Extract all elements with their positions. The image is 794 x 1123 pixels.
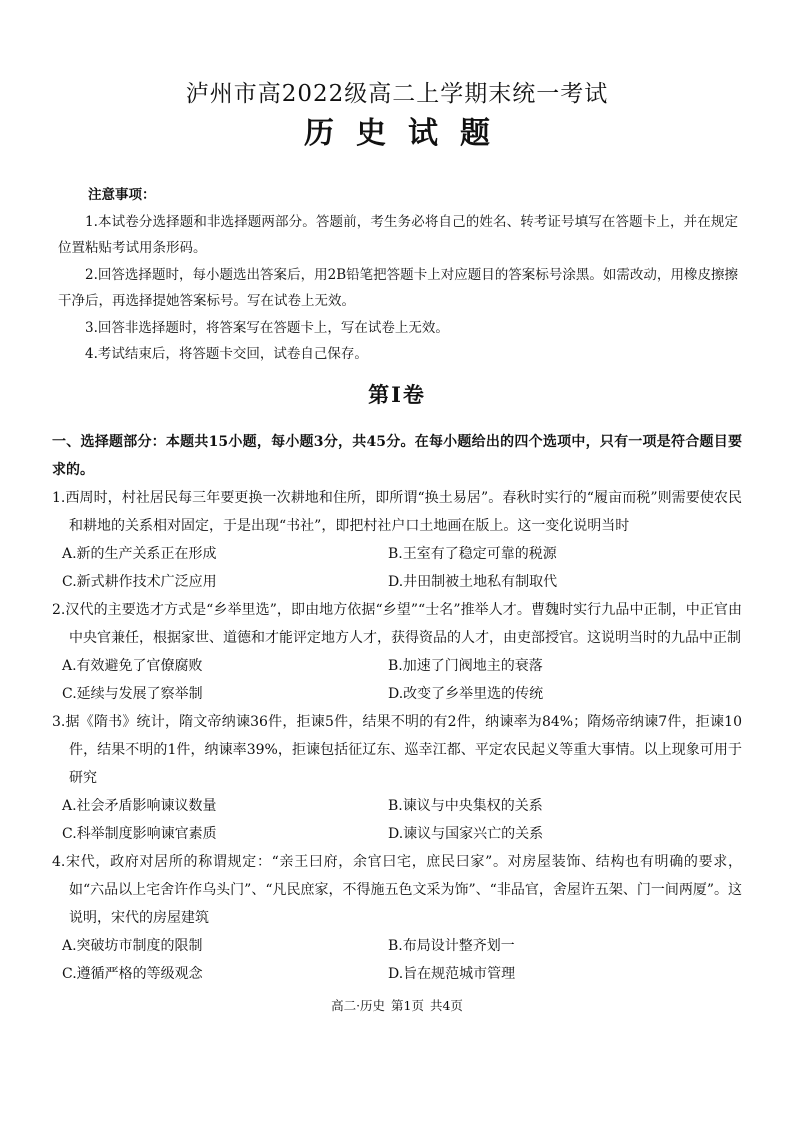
volume-title: 第Ⅰ卷 (368, 382, 426, 407)
option-d: D.谏议与国家兴亡的关系 (388, 826, 544, 842)
notice-item: 4.考试结束后，将答题卡交回，试卷自己保存。 (85, 346, 368, 362)
notice-item: 3.回答非选择题时，将答案写在答题卡上，写在试卷上无效。 (85, 319, 449, 336)
option-a: A.社会矛盾影响谏议数量 (62, 798, 217, 814)
option-c: C.遵循严格的等级观念 (62, 966, 203, 982)
question-2 (52, 596, 742, 708)
footer-page: 第1页 (391, 998, 424, 1013)
question-stem: 2.汉代的主要选才方式是“乡举里选”，即由地方依据“乡望”“士名”推举人才。曹魏时实行九品中正制，中正官由中央官兼任，根据家世、道德和才能评定地方人才，获得资品的人才，由吏部授官。这说明当时的九品中正制 (52, 602, 742, 646)
option-a: A.有效避免了官僚腐败 (62, 658, 203, 674)
footer-total: 共4页 (429, 998, 463, 1013)
exam-title: 泸州市高2022级高二上学期末统一考试 (185, 81, 609, 107)
question-1 (52, 484, 742, 596)
notice-block (58, 182, 738, 368)
subject-title: 历史试题 (304, 116, 512, 151)
question-stem: 3.据《隋书》统计，隋文帝纳谏36件，拒谏5件，结果不明的有2件，纳谏率为84%；隋炀帝纳谏7件，拒谏10件，结果不明的1件，纳谏率39%，拒谏包括征辽东、巡幸江都、平定农民起义等重大事情。以上现象可用于研究 (52, 714, 742, 786)
option-b: B.布局设计整齐划一 (388, 938, 515, 954)
notice-item: 1.本试卷分选择题和非选择题两部分。答题前，考生务必将自己的姓名、转考证号填写在答题卡上，并在规定位置粘贴考试用条形码。 (58, 213, 738, 256)
option-d: D.改变了乡举里选的传统 (388, 686, 544, 702)
option-d: D.井田制被土地私有制取代 (388, 574, 558, 590)
option-d: D.旨在规范城市管理 (388, 966, 516, 982)
option-a: A.突破坊市制度的限制 (62, 938, 203, 954)
footer-subject: 高二·历史 (331, 998, 386, 1013)
option-b: B.加速了门阀地主的衰落 (388, 658, 543, 674)
option-c: C.新式耕作技术广泛应用 (62, 574, 217, 590)
section-heading: 一、选择题部分：本题共15小题，每小题3分，共45分。在每小题给出的四个选项中，只有一项是符合题目要求的。 (52, 434, 742, 478)
notice-item: 2.回答选择题时，每小题选出答案后，用2B铅笔把答题卡上对应题目的答案标号涂黑。如需改动，用橡皮擦擦干净后，再选择提她答案标号。写在试卷上无效。 (58, 266, 738, 309)
option-c: C.科举制度影响谏官素质 (62, 826, 217, 842)
choice-section (52, 428, 742, 988)
question-3 (52, 708, 742, 848)
question-stem: 4.宋代，政府对居所的称谓规定：“亲王曰府，余官曰宅，庶民曰家”。对房屋装饰、结构也有明确的要求，如“六品以上宅舍许作乌头门”、“凡民庶家，不得施五色文采为饰”、“非品官，舍屋许五架、门一间两厦”。这说明，宋代的房屋建筑 (52, 854, 742, 926)
option-grid (52, 792, 742, 848)
page-footer (0, 996, 794, 1016)
option-c: C.延续与发展了察举制 (62, 686, 203, 702)
option-grid (52, 932, 742, 988)
notice-heading: 注意事项： (88, 187, 156, 203)
option-b: B.王室有了稳定可靠的税源 (388, 546, 557, 562)
option-b: B.谏议与中央集权的关系 (388, 798, 543, 814)
option-a: A.新的生产关系正在形成 (62, 546, 217, 562)
option-grid (52, 652, 742, 708)
option-grid (52, 540, 742, 596)
question-stem: 1.西周时，村社居民每三年要更换一次耕地和住所，即所谓“换土易居”。春秋时实行的“履亩而税”则需要使农民和耕地的关系相对固定，于是出现“书社”，即把村社户口土地画在版上。这一变化说明当时 (52, 490, 742, 534)
question-4 (52, 848, 742, 988)
